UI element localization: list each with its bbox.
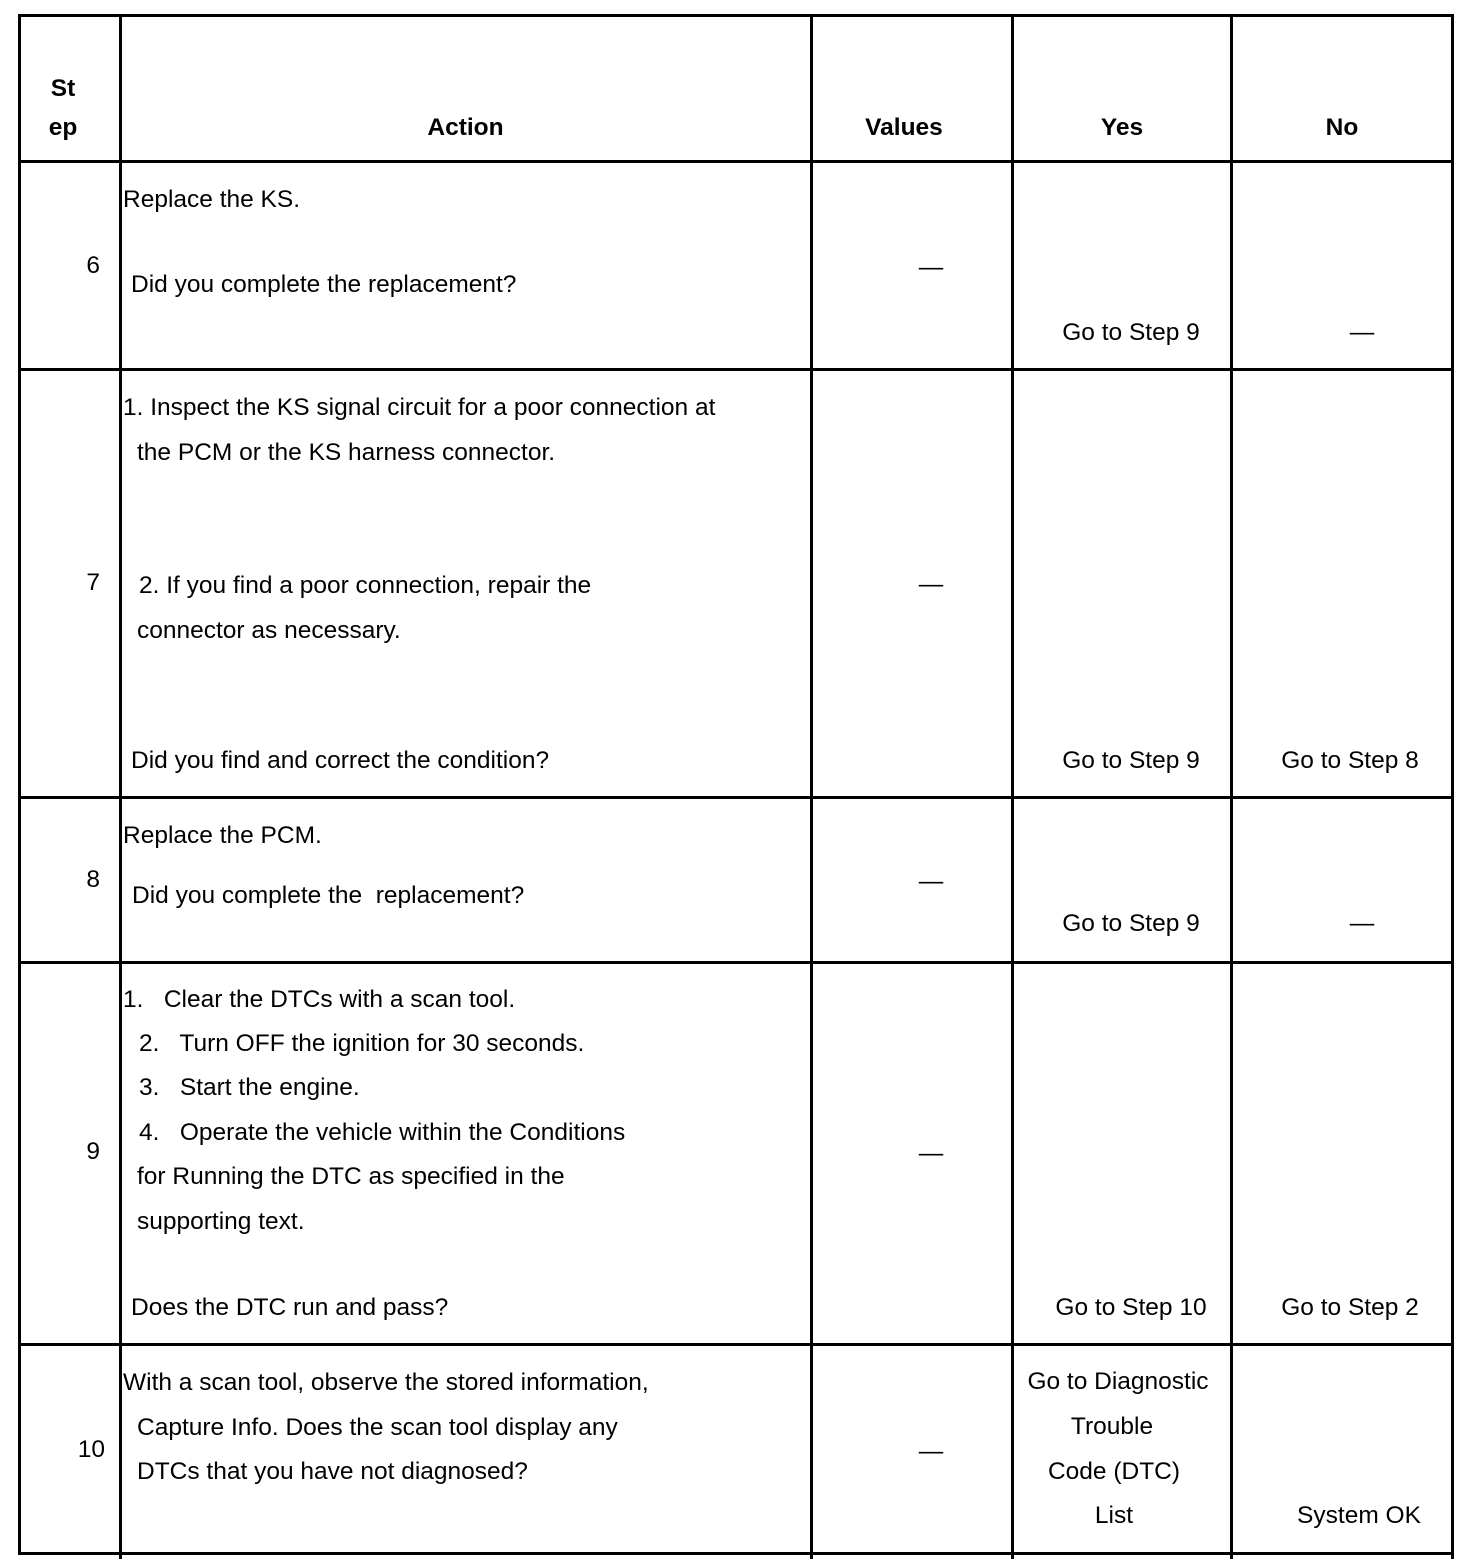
header-values: Values bbox=[865, 114, 943, 141]
step-number: 9 bbox=[86, 1138, 100, 1165]
action-line: 2. Turn OFF the ignition for 30 seconds. bbox=[139, 1030, 585, 1057]
row-divider-9 bbox=[18, 1343, 1454, 1346]
action-question: Did you find and correct the condition? bbox=[131, 747, 550, 774]
row-divider-6 bbox=[18, 368, 1454, 371]
action-line: 3. Start the engine. bbox=[139, 1074, 360, 1101]
action-line: 2. If you find a poor connection, repair the bbox=[139, 572, 592, 599]
values-cell: — bbox=[918, 1140, 944, 1167]
column-divider-yes bbox=[1230, 14, 1233, 1559]
yes-cell: Go to Step 9 bbox=[1062, 910, 1200, 937]
action-line: Replace the PCM. bbox=[123, 822, 322, 849]
action-line: With a scan tool, observe the stored information, bbox=[123, 1369, 649, 1396]
yes-cell: Go to Step 10 bbox=[1055, 1294, 1207, 1321]
values-cell: — bbox=[918, 571, 944, 598]
values-cell: — bbox=[918, 868, 944, 895]
action-line: for Running the DTC as specified in the bbox=[137, 1163, 565, 1190]
step-number: 7 bbox=[86, 569, 100, 596]
step-number: 8 bbox=[86, 866, 100, 893]
no-cell: — bbox=[1349, 910, 1375, 937]
row-divider-10 bbox=[18, 1552, 1454, 1555]
yes-cell-line: List bbox=[1094, 1502, 1134, 1529]
values-cell: — bbox=[918, 1438, 944, 1465]
action-line: Capture Info. Does the scan tool display any bbox=[137, 1414, 618, 1441]
header-yes: Yes bbox=[1100, 114, 1144, 141]
no-cell: System OK bbox=[1297, 1502, 1421, 1529]
header-no: No bbox=[1325, 114, 1359, 141]
row-divider-8 bbox=[18, 961, 1454, 964]
header-step-line1: St bbox=[50, 75, 76, 102]
column-divider-step bbox=[119, 14, 122, 1559]
column-divider-action bbox=[810, 14, 813, 1559]
yes-cell-line: Code (DTC) bbox=[1047, 1458, 1181, 1485]
action-line: 1. Clear the DTCs with a scan tool. bbox=[123, 986, 516, 1013]
no-cell: Go to Step 8 bbox=[1281, 747, 1419, 774]
yes-cell-line: Go to Diagnostic bbox=[1027, 1368, 1209, 1395]
header-step-line2: ep bbox=[48, 114, 78, 141]
action-line: DTCs that you have not diagnosed? bbox=[137, 1458, 528, 1485]
action-question: Did you complete the replacement? bbox=[131, 271, 517, 298]
action-line: connector as necessary. bbox=[137, 617, 401, 644]
table-border-top bbox=[18, 14, 1454, 17]
action-line: the PCM or the KS harness connector. bbox=[137, 439, 556, 466]
action-line: 4. Operate the vehicle within the Conditions bbox=[139, 1119, 626, 1146]
column-divider-values bbox=[1011, 14, 1014, 1559]
table-border-right bbox=[1451, 14, 1454, 1559]
no-cell: — bbox=[1349, 319, 1375, 346]
row-divider-header bbox=[18, 160, 1454, 163]
action-line: Replace the KS. bbox=[123, 186, 301, 213]
yes-cell-line: Trouble bbox=[1070, 1413, 1154, 1440]
action-question: Did you complete the replacement? bbox=[132, 882, 525, 909]
values-cell: — bbox=[918, 254, 944, 281]
header-action: Action bbox=[427, 114, 504, 141]
action-line: supporting text. bbox=[137, 1208, 305, 1235]
yes-cell: Go to Step 9 bbox=[1062, 747, 1200, 774]
yes-cell: Go to Step 9 bbox=[1062, 319, 1200, 346]
step-number: 10 bbox=[77, 1436, 105, 1463]
row-divider-7 bbox=[18, 796, 1454, 799]
action-question: Does the DTC run and pass? bbox=[131, 1294, 449, 1321]
table-border-left bbox=[18, 14, 21, 1554]
step-number: 6 bbox=[86, 252, 100, 279]
no-cell: Go to Step 2 bbox=[1281, 1294, 1419, 1321]
action-line: 1. Inspect the KS signal circuit for a poor connection at bbox=[123, 394, 716, 421]
